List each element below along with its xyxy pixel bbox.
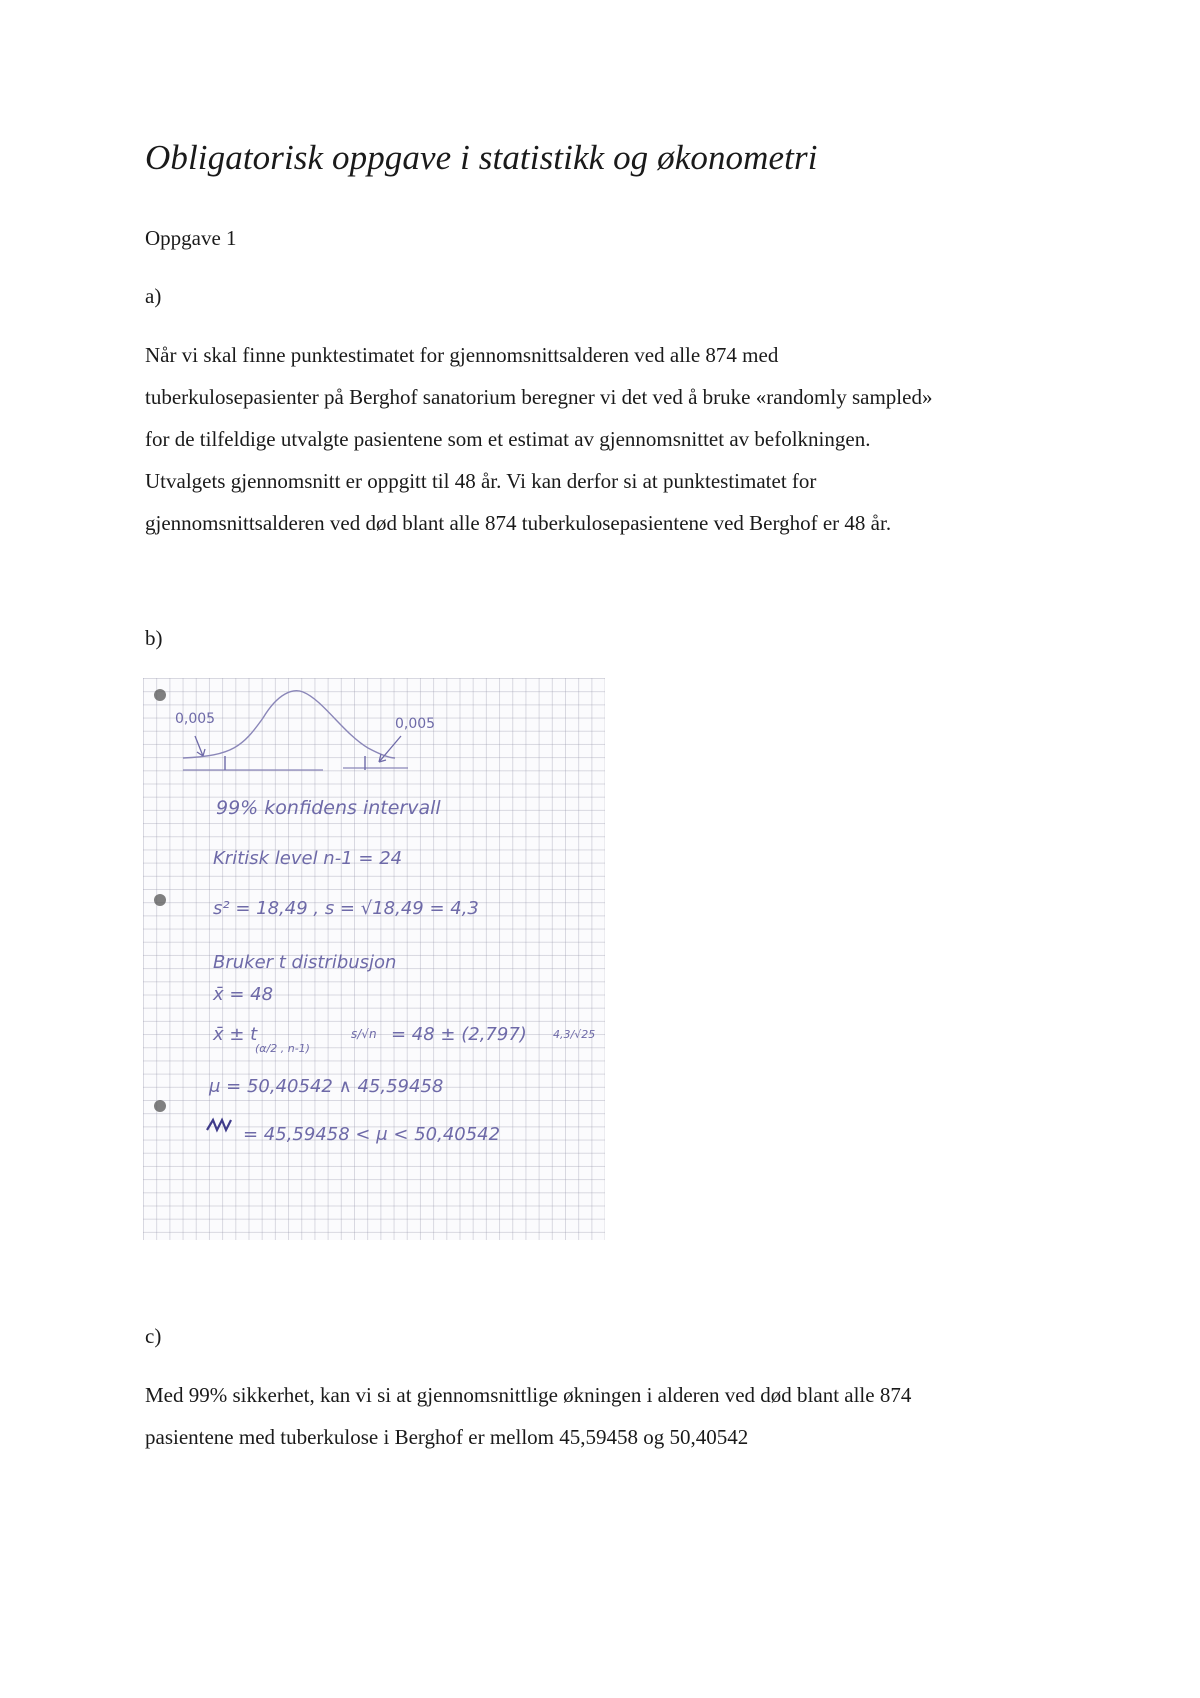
- paragraph-line: Når vi skal finne punktestimatet for gjennomsnittsalderen ved alle 874 med: [145, 343, 779, 367]
- part-a-label: a): [145, 284, 162, 308]
- punch-hole-icon: [154, 894, 166, 906]
- note-line: Bruker t distribusjon: [213, 952, 397, 973]
- note-fraction: 4,3/√25: [553, 1028, 596, 1041]
- note-line: Kritisk level n-1 = 24: [213, 848, 403, 869]
- tail-right-label: 0,005: [395, 716, 436, 732]
- note-subscript: (α/2 , n-1): [255, 1042, 310, 1055]
- note-line: s² = 18,49 , s = √18,49 = 4,3: [213, 898, 479, 919]
- note-line: 99% konfidens intervall: [216, 797, 441, 819]
- task-heading: Oppgave 1: [145, 226, 237, 250]
- note-fraction: s/√n: [351, 1027, 377, 1041]
- tail-left-label: 0,005: [175, 711, 216, 727]
- paragraph-line: gjennomsnittsalderen ved død blant alle 874 tuberkulosepasientene ved Berghof er 48 år.: [145, 511, 892, 535]
- handwritten-notes-drawing: [143, 678, 605, 1240]
- part-c-paragraph: [145, 1374, 1105, 1458]
- part-a-paragraph: [145, 334, 1105, 544]
- note-line: = 48 ± (2,797): [391, 1024, 527, 1045]
- paragraph-line: Utvalgets gjennomsnitt er oppgitt til 48 år. Vi kan derfor si at punktestimatet for: [145, 469, 817, 493]
- document-title: Obligatorisk oppgave i statistikk og økonometri: [145, 138, 818, 177]
- part-c-label: c): [145, 1324, 162, 1348]
- arrow-right-icon: [379, 736, 401, 762]
- paragraph-line: pasientene med tuberkulose i Berghof er mellom 45,59458 og 50,40542: [145, 1425, 749, 1449]
- note-line: μ = 50,40542 ∧ 45,59458: [209, 1076, 444, 1097]
- paragraph-line: tuberkulosepasienter på Berghof sanatorium beregner vi det ved å bruke «randomly sampled»: [145, 385, 933, 409]
- scribble-mark: [207, 1120, 231, 1130]
- paragraph-line: for de tilfeldige utvalgte pasientene som et estimat av gjennomsnittet av befolkningen.: [145, 427, 871, 451]
- note-line: x̄ ± t: [213, 1024, 258, 1045]
- punch-hole-icon: [154, 1100, 166, 1112]
- handwritten-notes-image: [143, 678, 605, 1240]
- note-line: = 45,59458 < μ < 50,40542: [243, 1124, 501, 1145]
- arrow-left-icon: [195, 736, 205, 756]
- paragraph-line: Med 99% sikkerhet, kan vi si at gjennomsnittlige økningen i alderen ved død blant alle 874: [145, 1383, 912, 1407]
- part-b-label: b): [145, 626, 163, 650]
- punch-hole-icon: [154, 689, 166, 701]
- note-line: x̄ = 48: [213, 984, 274, 1005]
